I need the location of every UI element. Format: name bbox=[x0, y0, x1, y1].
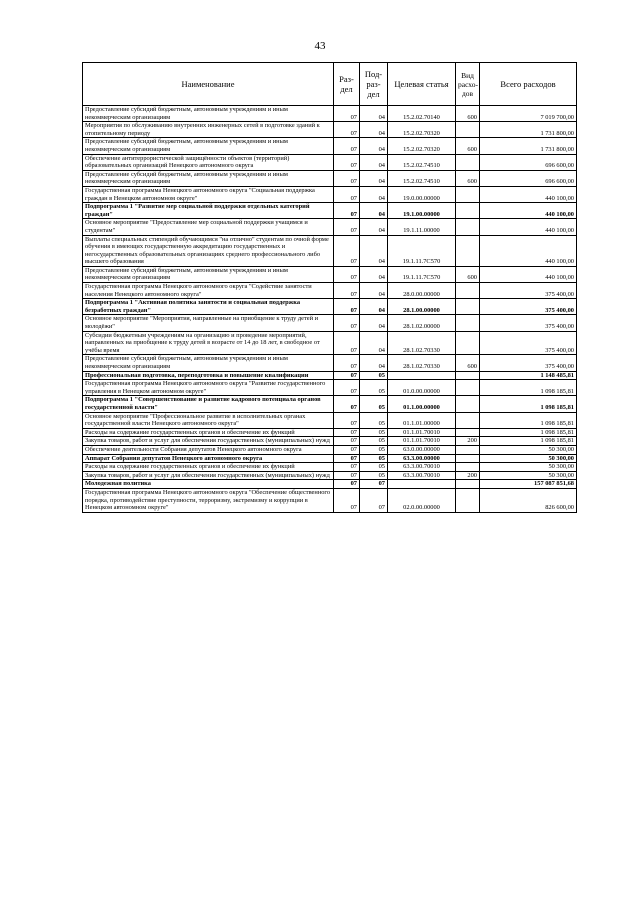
table-row bbox=[83, 203, 577, 219]
row-expense-type bbox=[456, 283, 480, 299]
row-section: 07 bbox=[334, 138, 360, 154]
row-expense-type bbox=[456, 454, 480, 463]
row-name: Подпрограмма 1 "Активная политика занятости и социальная поддержка безработных граждан" bbox=[83, 299, 334, 315]
row-expense-type bbox=[456, 396, 480, 412]
row-target: 02.0.00.00000 bbox=[388, 488, 456, 512]
row-section: 07 bbox=[334, 315, 360, 331]
row-amount: 375 400,00 bbox=[480, 355, 577, 371]
row-expense-type bbox=[456, 463, 480, 472]
table-row bbox=[83, 445, 577, 454]
row-expense-type bbox=[456, 412, 480, 428]
row-expense-type: 600 bbox=[456, 138, 480, 154]
row-expense-type bbox=[456, 203, 480, 219]
row-section: 07 bbox=[334, 355, 360, 371]
table-row bbox=[83, 412, 577, 428]
row-expense-type bbox=[456, 331, 480, 355]
row-amount: 1 731 800,00 bbox=[480, 138, 577, 154]
row-section: 07 bbox=[334, 331, 360, 355]
table-row bbox=[83, 488, 577, 512]
header-section: Раз-дел bbox=[334, 63, 360, 106]
row-amount: 375 400,00 bbox=[480, 283, 577, 299]
table-header-row bbox=[83, 63, 577, 106]
row-target: 15.2.02.70320 bbox=[388, 122, 456, 138]
row-target: 01.1.01.00000 bbox=[388, 412, 456, 428]
row-subsection: 04 bbox=[360, 235, 388, 266]
row-target: 28.1.02.00000 bbox=[388, 315, 456, 331]
row-subsection: 07 bbox=[360, 488, 388, 512]
row-section: 07 bbox=[334, 454, 360, 463]
row-expense-type bbox=[456, 154, 480, 170]
row-target: 19.0.00.00000 bbox=[388, 186, 456, 202]
row-section: 07 bbox=[334, 219, 360, 235]
row-section: 07 bbox=[334, 445, 360, 454]
row-amount: 7 019 700,00 bbox=[480, 106, 577, 122]
row-target: 01.1.01.70010 bbox=[388, 428, 456, 437]
table-row bbox=[83, 331, 577, 355]
row-section: 07 bbox=[334, 154, 360, 170]
row-subsection: 05 bbox=[360, 380, 388, 396]
row-target bbox=[388, 480, 456, 489]
row-amount: 696 600,00 bbox=[480, 154, 577, 170]
row-expense-type: 600 bbox=[456, 106, 480, 122]
table-row bbox=[83, 437, 577, 446]
row-section: 07 bbox=[334, 428, 360, 437]
row-expense-type: 600 bbox=[456, 266, 480, 282]
row-section: 07 bbox=[334, 488, 360, 512]
row-name: Подпрограмма 1 "Совершенствование и развитие кадрового потенциала органов государственной власти" bbox=[83, 396, 334, 412]
row-expense-type bbox=[456, 186, 480, 202]
row-section: 07 bbox=[334, 170, 360, 186]
row-amount: 1 098 185,81 bbox=[480, 428, 577, 437]
row-target: 19.1.00.00000 bbox=[388, 203, 456, 219]
row-subsection: 05 bbox=[360, 437, 388, 446]
row-name: Молодежная политика bbox=[83, 480, 334, 489]
row-section: 07 bbox=[334, 371, 360, 380]
row-subsection: 05 bbox=[360, 445, 388, 454]
row-name: Субсидии бюджетным учреждениям на организацию и проведение мероприятий, направленных на приобщение к труду детей в возрасте от 14 до 18 лет, в свободное от учёбы время bbox=[83, 331, 334, 355]
row-section: 07 bbox=[334, 380, 360, 396]
row-expense-type bbox=[456, 480, 480, 489]
row-name: Профессиональная подготовка, переподготовка и повышение квалификации bbox=[83, 371, 334, 380]
row-subsection: 05 bbox=[360, 428, 388, 437]
row-expense-type: 200 bbox=[456, 471, 480, 480]
row-expense-type: 600 bbox=[456, 355, 480, 371]
table-row bbox=[83, 380, 577, 396]
row-target: 63.3.00.70010 bbox=[388, 471, 456, 480]
row-section: 07 bbox=[334, 266, 360, 282]
row-subsection: 04 bbox=[360, 315, 388, 331]
row-section: 07 bbox=[334, 480, 360, 489]
header-target: Целевая статья bbox=[388, 63, 456, 106]
row-target: 63.3.00.00000 bbox=[388, 454, 456, 463]
row-name: Мероприятия по обслуживанию внутренних инженерных сетей в подготовке зданий к отопительному периоду bbox=[83, 122, 334, 138]
row-name: Закупка товаров, работ и услуг для обеспечения государственных (муниципальных) нужд bbox=[83, 471, 334, 480]
row-amount: 375 400,00 bbox=[480, 299, 577, 315]
row-target: 19.1.11.00000 bbox=[388, 219, 456, 235]
row-amount: 440 100,00 bbox=[480, 219, 577, 235]
row-target: 63.0.00.00000 bbox=[388, 445, 456, 454]
row-section: 07 bbox=[334, 437, 360, 446]
page-number: 43 bbox=[314, 40, 326, 52]
row-expense-type bbox=[456, 380, 480, 396]
row-section: 07 bbox=[334, 283, 360, 299]
table-row bbox=[83, 138, 577, 154]
row-amount: 50 300,00 bbox=[480, 445, 577, 454]
row-amount: 50 300,00 bbox=[480, 454, 577, 463]
table-row bbox=[83, 463, 577, 472]
table-row bbox=[83, 106, 577, 122]
row-subsection: 04 bbox=[360, 106, 388, 122]
row-name: Основное мероприятие "Профессиональное развитие в исполнительных органах государственной власти Ненецкого автономного округа" bbox=[83, 412, 334, 428]
table-row bbox=[83, 371, 577, 380]
row-expense-type: 200 bbox=[456, 437, 480, 446]
budget-table bbox=[82, 62, 577, 513]
row-expense-type bbox=[456, 428, 480, 437]
row-section: 07 bbox=[334, 186, 360, 202]
row-name: Расходы на содержание государственных органов и обеспечение их функций bbox=[83, 428, 334, 437]
row-name: Основное мероприятие "Мероприятия, направленные на приобщение к труду детей и молодёжи" bbox=[83, 315, 334, 331]
header-name: Наименование bbox=[83, 63, 334, 106]
header-expense-type: Вид расхо-дов bbox=[456, 63, 480, 106]
row-subsection: 04 bbox=[360, 186, 388, 202]
row-amount: 375 400,00 bbox=[480, 331, 577, 355]
row-target: 15.2.02.70140 bbox=[388, 106, 456, 122]
row-name: Государственная программа Ненецкого автономного округа "Социальная поддержка граждан в Ненецком автономном округе" bbox=[83, 186, 334, 202]
row-subsection: 05 bbox=[360, 471, 388, 480]
row-amount: 1 731 800,00 bbox=[480, 122, 577, 138]
row-subsection: 04 bbox=[360, 331, 388, 355]
row-amount: 696 600,00 bbox=[480, 170, 577, 186]
row-target: 28.1.00.00000 bbox=[388, 299, 456, 315]
row-amount: 440 100,00 bbox=[480, 203, 577, 219]
row-expense-type bbox=[456, 371, 480, 380]
row-name: Государственная программа Ненецкого автономного округа "Содействие занятости населения Ненецкого автономного округа" bbox=[83, 283, 334, 299]
row-expense-type: 600 bbox=[456, 170, 480, 186]
row-name: Расходы на содержание государственных органов и обеспечение их функций bbox=[83, 463, 334, 472]
table-row bbox=[83, 299, 577, 315]
row-name: Закупка товаров, работ и услуг для обеспечения государственных (муниципальных) нужд bbox=[83, 437, 334, 446]
row-name: Государственная программа Ненецкого автономного округа "Развитие государственного управления в Ненецком автономном округе" bbox=[83, 380, 334, 396]
row-target: 28.0.00.00000 bbox=[388, 283, 456, 299]
row-subsection: 04 bbox=[360, 299, 388, 315]
table-row bbox=[83, 266, 577, 282]
row-section: 07 bbox=[334, 463, 360, 472]
row-subsection: 05 bbox=[360, 412, 388, 428]
table-row bbox=[83, 454, 577, 463]
row-amount: 440 100,00 bbox=[480, 186, 577, 202]
row-subsection: 04 bbox=[360, 170, 388, 186]
row-subsection: 04 bbox=[360, 266, 388, 282]
row-name: Аппарат Собрания депутатов Ненецкого автономного округа bbox=[83, 454, 334, 463]
row-amount: 50 300,00 bbox=[480, 463, 577, 472]
row-target: 01.1.01.70010 bbox=[388, 437, 456, 446]
row-name: Предоставление субсидий бюджетным, автономным учреждениям и иным некоммерческим организациям bbox=[83, 170, 334, 186]
row-target bbox=[388, 371, 456, 380]
table-row bbox=[83, 428, 577, 437]
table-row bbox=[83, 122, 577, 138]
row-amount: 157 087 851,68 bbox=[480, 480, 577, 489]
row-amount: 1 098 185,81 bbox=[480, 437, 577, 446]
row-subsection: 04 bbox=[360, 203, 388, 219]
row-name: Основное мероприятие "Предоставление мер социальной поддержки учащимся и студентам" bbox=[83, 219, 334, 235]
row-expense-type bbox=[456, 122, 480, 138]
row-section: 07 bbox=[334, 471, 360, 480]
row-target: 19.1.11.7С570 bbox=[388, 235, 456, 266]
header-subsection: Под-раз-дел bbox=[360, 63, 388, 106]
table-row bbox=[83, 480, 577, 489]
header-total: Всего расходов bbox=[480, 63, 577, 106]
table-row bbox=[83, 396, 577, 412]
row-name: Предоставление субсидий бюджетным, автономным учреждениям и иным некоммерческим организациям bbox=[83, 106, 334, 122]
row-expense-type bbox=[456, 315, 480, 331]
table-row bbox=[83, 154, 577, 170]
row-amount: 1 098 185,81 bbox=[480, 412, 577, 428]
row-amount: 826 600,00 bbox=[480, 488, 577, 512]
row-expense-type bbox=[456, 299, 480, 315]
row-name: Выплаты специальных стипендий обучающимся "на отлично" студентам по очной форме обучения в имеющих государственную аккредитацию государственных и негосударственных образовательных организациях среднего профессионального либо высшего образования bbox=[83, 235, 334, 266]
table-row bbox=[83, 355, 577, 371]
row-section: 07 bbox=[334, 235, 360, 266]
row-target: 63.3.00.70010 bbox=[388, 463, 456, 472]
row-amount: 440 100,00 bbox=[480, 235, 577, 266]
row-subsection: 07 bbox=[360, 480, 388, 489]
row-subsection: 05 bbox=[360, 396, 388, 412]
table-row bbox=[83, 235, 577, 266]
row-section: 07 bbox=[334, 106, 360, 122]
row-subsection: 05 bbox=[360, 454, 388, 463]
table-row bbox=[83, 219, 577, 235]
row-section: 07 bbox=[334, 203, 360, 219]
row-section: 07 bbox=[334, 412, 360, 428]
row-name: Предоставление субсидий бюджетным, автономным учреждениям и иным некоммерческим организациям bbox=[83, 266, 334, 282]
row-expense-type bbox=[456, 445, 480, 454]
row-subsection: 04 bbox=[360, 355, 388, 371]
row-subsection: 05 bbox=[360, 371, 388, 380]
row-target: 15.2.02.70320 bbox=[388, 138, 456, 154]
row-name: Обеспечение деятельности Собрания депутатов Ненецкого автономного округа bbox=[83, 445, 334, 454]
row-amount: 1 098 185,81 bbox=[480, 380, 577, 396]
row-subsection: 04 bbox=[360, 283, 388, 299]
row-subsection: 04 bbox=[360, 122, 388, 138]
row-section: 07 bbox=[334, 299, 360, 315]
row-target: 19.1.11.7С570 bbox=[388, 266, 456, 282]
row-target: 01.1.00.00000 bbox=[388, 396, 456, 412]
row-amount: 375 400,00 bbox=[480, 315, 577, 331]
row-subsection: 04 bbox=[360, 219, 388, 235]
row-amount: 440 100,00 bbox=[480, 266, 577, 282]
row-target: 28.1.02.70330 bbox=[388, 355, 456, 371]
row-section: 07 bbox=[334, 396, 360, 412]
row-name: Предоставление субсидий бюджетным, автономным учреждениям и иным некоммерческим организациям bbox=[83, 138, 334, 154]
row-amount: 1 098 185,81 bbox=[480, 396, 577, 412]
row-expense-type bbox=[456, 488, 480, 512]
row-target: 01.0.00.00000 bbox=[388, 380, 456, 396]
row-amount: 1 148 485,81 bbox=[480, 371, 577, 380]
table-row bbox=[83, 471, 577, 480]
row-subsection: 04 bbox=[360, 138, 388, 154]
table-row bbox=[83, 186, 577, 202]
table-row bbox=[83, 315, 577, 331]
row-amount: 50 300,00 bbox=[480, 471, 577, 480]
row-name: Обеспечение антитеррористической защищённости объектов (территорий) образовательных организаций Ненецкого автономного округа bbox=[83, 154, 334, 170]
row-expense-type bbox=[456, 235, 480, 266]
row-section: 07 bbox=[334, 122, 360, 138]
row-name: Государственная программа Ненецкого автономного округа "Обеспечение общественного порядка, противодействие преступности, терроризму, экстремизму и коррупции в Ненецком автономном округе" bbox=[83, 488, 334, 512]
row-subsection: 05 bbox=[360, 463, 388, 472]
row-target: 15.2.02.74510 bbox=[388, 170, 456, 186]
row-name: Предоставление субсидий бюджетным, автономным учреждениям и иным некоммерческим организациям bbox=[83, 355, 334, 371]
row-target: 28.1.02.70330 bbox=[388, 331, 456, 355]
row-expense-type bbox=[456, 219, 480, 235]
row-name: Подпрограмма 1 "Развитие мер социальной поддержки отдельных категорий граждан" bbox=[83, 203, 334, 219]
row-target: 15.2.02.74510 bbox=[388, 154, 456, 170]
table-row bbox=[83, 170, 577, 186]
table-row bbox=[83, 283, 577, 299]
row-subsection: 04 bbox=[360, 154, 388, 170]
